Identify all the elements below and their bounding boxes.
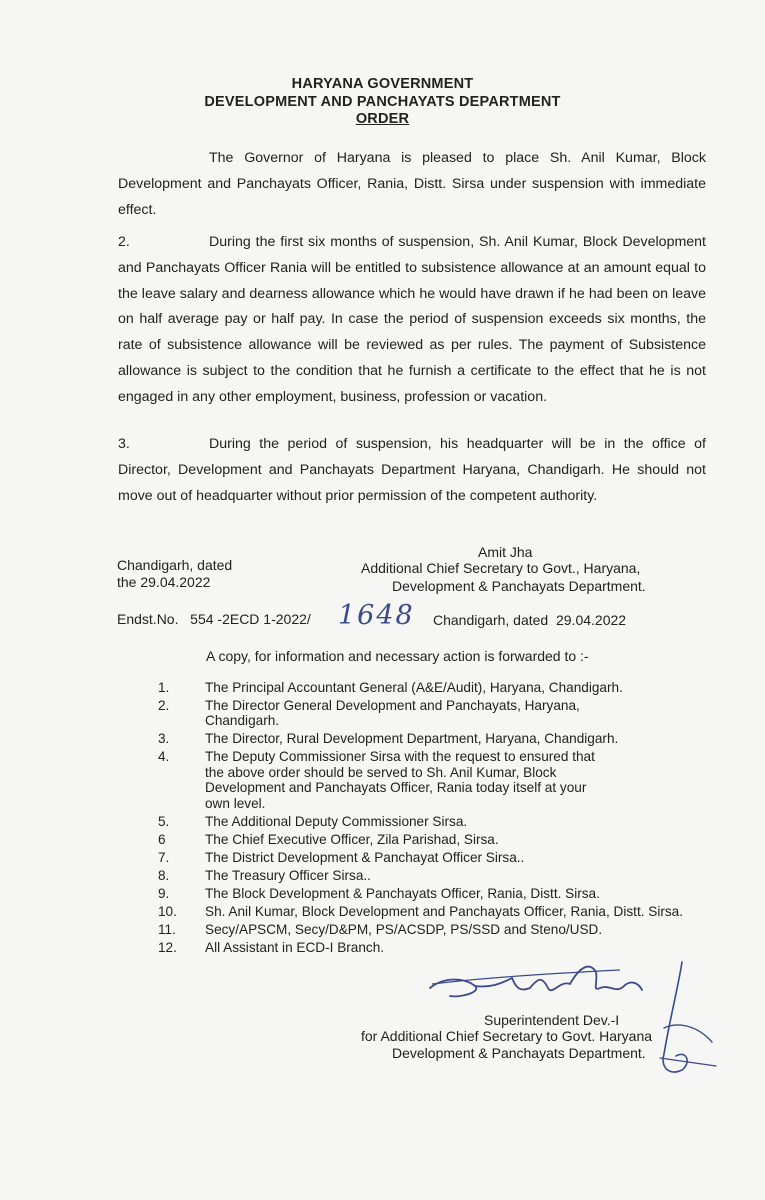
- paragraph-3: [118, 432, 706, 509]
- list-item: [150, 922, 710, 937]
- list-item-number: 10.: [158, 903, 177, 919]
- footer-designation-2: Development & Panchayats Department.: [392, 1045, 646, 1061]
- superintendent-title: Superintendent Dev.-I: [484, 1012, 620, 1028]
- list-item-number: 2.: [158, 698, 170, 713]
- handwritten-dispatch-number: 1648: [338, 600, 415, 631]
- list-item-text: The Chief Executive Officer, Zila Parishad, Sirsa.: [205, 831, 499, 847]
- header-order: [0, 111, 765, 127]
- paragraph-1: The Governor of Haryana is pleased to place Sh. Anil Kumar, Block Development and Panchayats Officer, Rania, Distt. Sirsa under suspension with immediate effect.: [118, 150, 706, 218]
- list-item: [150, 904, 710, 919]
- list-item: [150, 814, 710, 829]
- list-item-text: The Additional Deputy Commissioner Sirsa.: [205, 813, 468, 829]
- list-item-text: All Assistant in ECD-I Branch.: [205, 939, 385, 955]
- list-item: [150, 868, 710, 883]
- copy-intro: A copy, for information and necessary action is forwarded to :-: [206, 648, 589, 664]
- header-department: DEVELOPMENT AND PANCHAYATS DEPARTMENT: [204, 94, 561, 110]
- endst-number: 554 -2ECD 1-2022/: [190, 611, 311, 627]
- endorsement-place: Chandigarh, dated: [433, 612, 549, 628]
- signatory-name: Amit Jha: [478, 544, 533, 560]
- list-item-number: 4.: [158, 749, 170, 765]
- signatory-designation-2: Development & Panchayats Department.: [392, 578, 646, 594]
- order-title: ORDER: [355, 111, 410, 127]
- list-item: [150, 940, 710, 955]
- endst-label: Endst.No.: [117, 611, 179, 627]
- list-item-number: 8.: [158, 867, 170, 883]
- list-item-number: 9.: [158, 885, 170, 901]
- list-item-number: 12.: [158, 939, 177, 955]
- list-item: [150, 731, 710, 746]
- place-dated: Chandigarh, dated: [117, 557, 233, 573]
- list-item: [150, 850, 710, 865]
- list-item-number: 7.: [158, 849, 170, 865]
- list-item-number: 11.: [158, 921, 176, 937]
- list-item: [150, 832, 710, 847]
- list-item-text: The Block Development & Panchayats Officer, Rania, Distt. Sirsa.: [205, 885, 600, 901]
- list-item-text: The Director, Rural Development Department, Haryana, Chandigarh.: [205, 731, 619, 747]
- list-item-number: 1.: [158, 680, 170, 695]
- list-item-text: The Principal Accountant General (A&E/Audit), Haryana, Chandigarh.: [205, 680, 623, 695]
- list-item: [150, 749, 710, 811]
- paragraph-2: [118, 230, 706, 411]
- recipient-list: [150, 680, 710, 958]
- paragraph-2-number: 2.: [118, 234, 130, 250]
- list-item: [150, 886, 710, 901]
- endorsement-dated: [433, 612, 626, 628]
- list-item-text: The District Development & Panchayat Officer Sirsa..: [205, 849, 525, 865]
- list-item-text: Sh. Anil Kumar, Block Development and Panchayats Officer, Rania, Distt. Sirsa.: [205, 903, 684, 919]
- order-date: the 29.04.2022: [117, 574, 211, 590]
- list-item: [150, 698, 710, 729]
- list-item-text: The Director General Development and Panchayats, Haryana, Chandigarh.: [205, 698, 580, 729]
- list-item-text: The Treasury Officer Sirsa..: [205, 867, 371, 883]
- footer-designation-1: for Additional Chief Secretary to Govt. Haryana: [361, 1028, 653, 1044]
- paragraph-3-text: During the period of suspension, his headquarter will be in the office of Director, Development and Panchayats Department Haryana, Chandigarh. He should not move out of headquarter without prior permission of the competent authority.: [118, 436, 706, 504]
- paragraph-2-text: During the first six months of suspension, Sh. Anil Kumar, Block Development and Panchayats Officer Rania will be entitled to subsistence allowance at an amount equal to the leave salary and dearness allowance which he would have drawn if he had been on leave on half average pay or half pay. In case the period of suspension exceeds six months, the rate of subsistence allowance will be reviewed as per rules. The payment of Subsistence allowance is subject to the condition that he furnish a certificate to the effect that he is not engaged in any other employment, business, profession or vacation.: [118, 234, 706, 405]
- list-item-number: 3.: [158, 731, 170, 747]
- list-item: [150, 680, 710, 695]
- paragraph-3-number: 3.: [118, 436, 130, 452]
- endorsement-date: 29.04.2022: [555, 612, 627, 628]
- list-item-number: 6: [158, 831, 166, 847]
- signatory-designation-1: Additional Chief Secretary to Govt., Haryana,: [361, 560, 641, 576]
- list-item-text: The Deputy Commissioner Sirsa with the request to ensured that the above order should be served to Sh. Anil Kumar, Block Development and Panchayats Officer, Rania today itself at your own level.: [205, 749, 595, 811]
- endorsement-label: [117, 611, 311, 627]
- list-item-number: 5.: [158, 813, 170, 829]
- list-item-text: Secy/APSCM, Secy/D&PM, PS/ACSDP, PS/SSD and Steno/USD.: [205, 921, 603, 937]
- header-government: HARYANA GOVERNMENT: [291, 76, 474, 92]
